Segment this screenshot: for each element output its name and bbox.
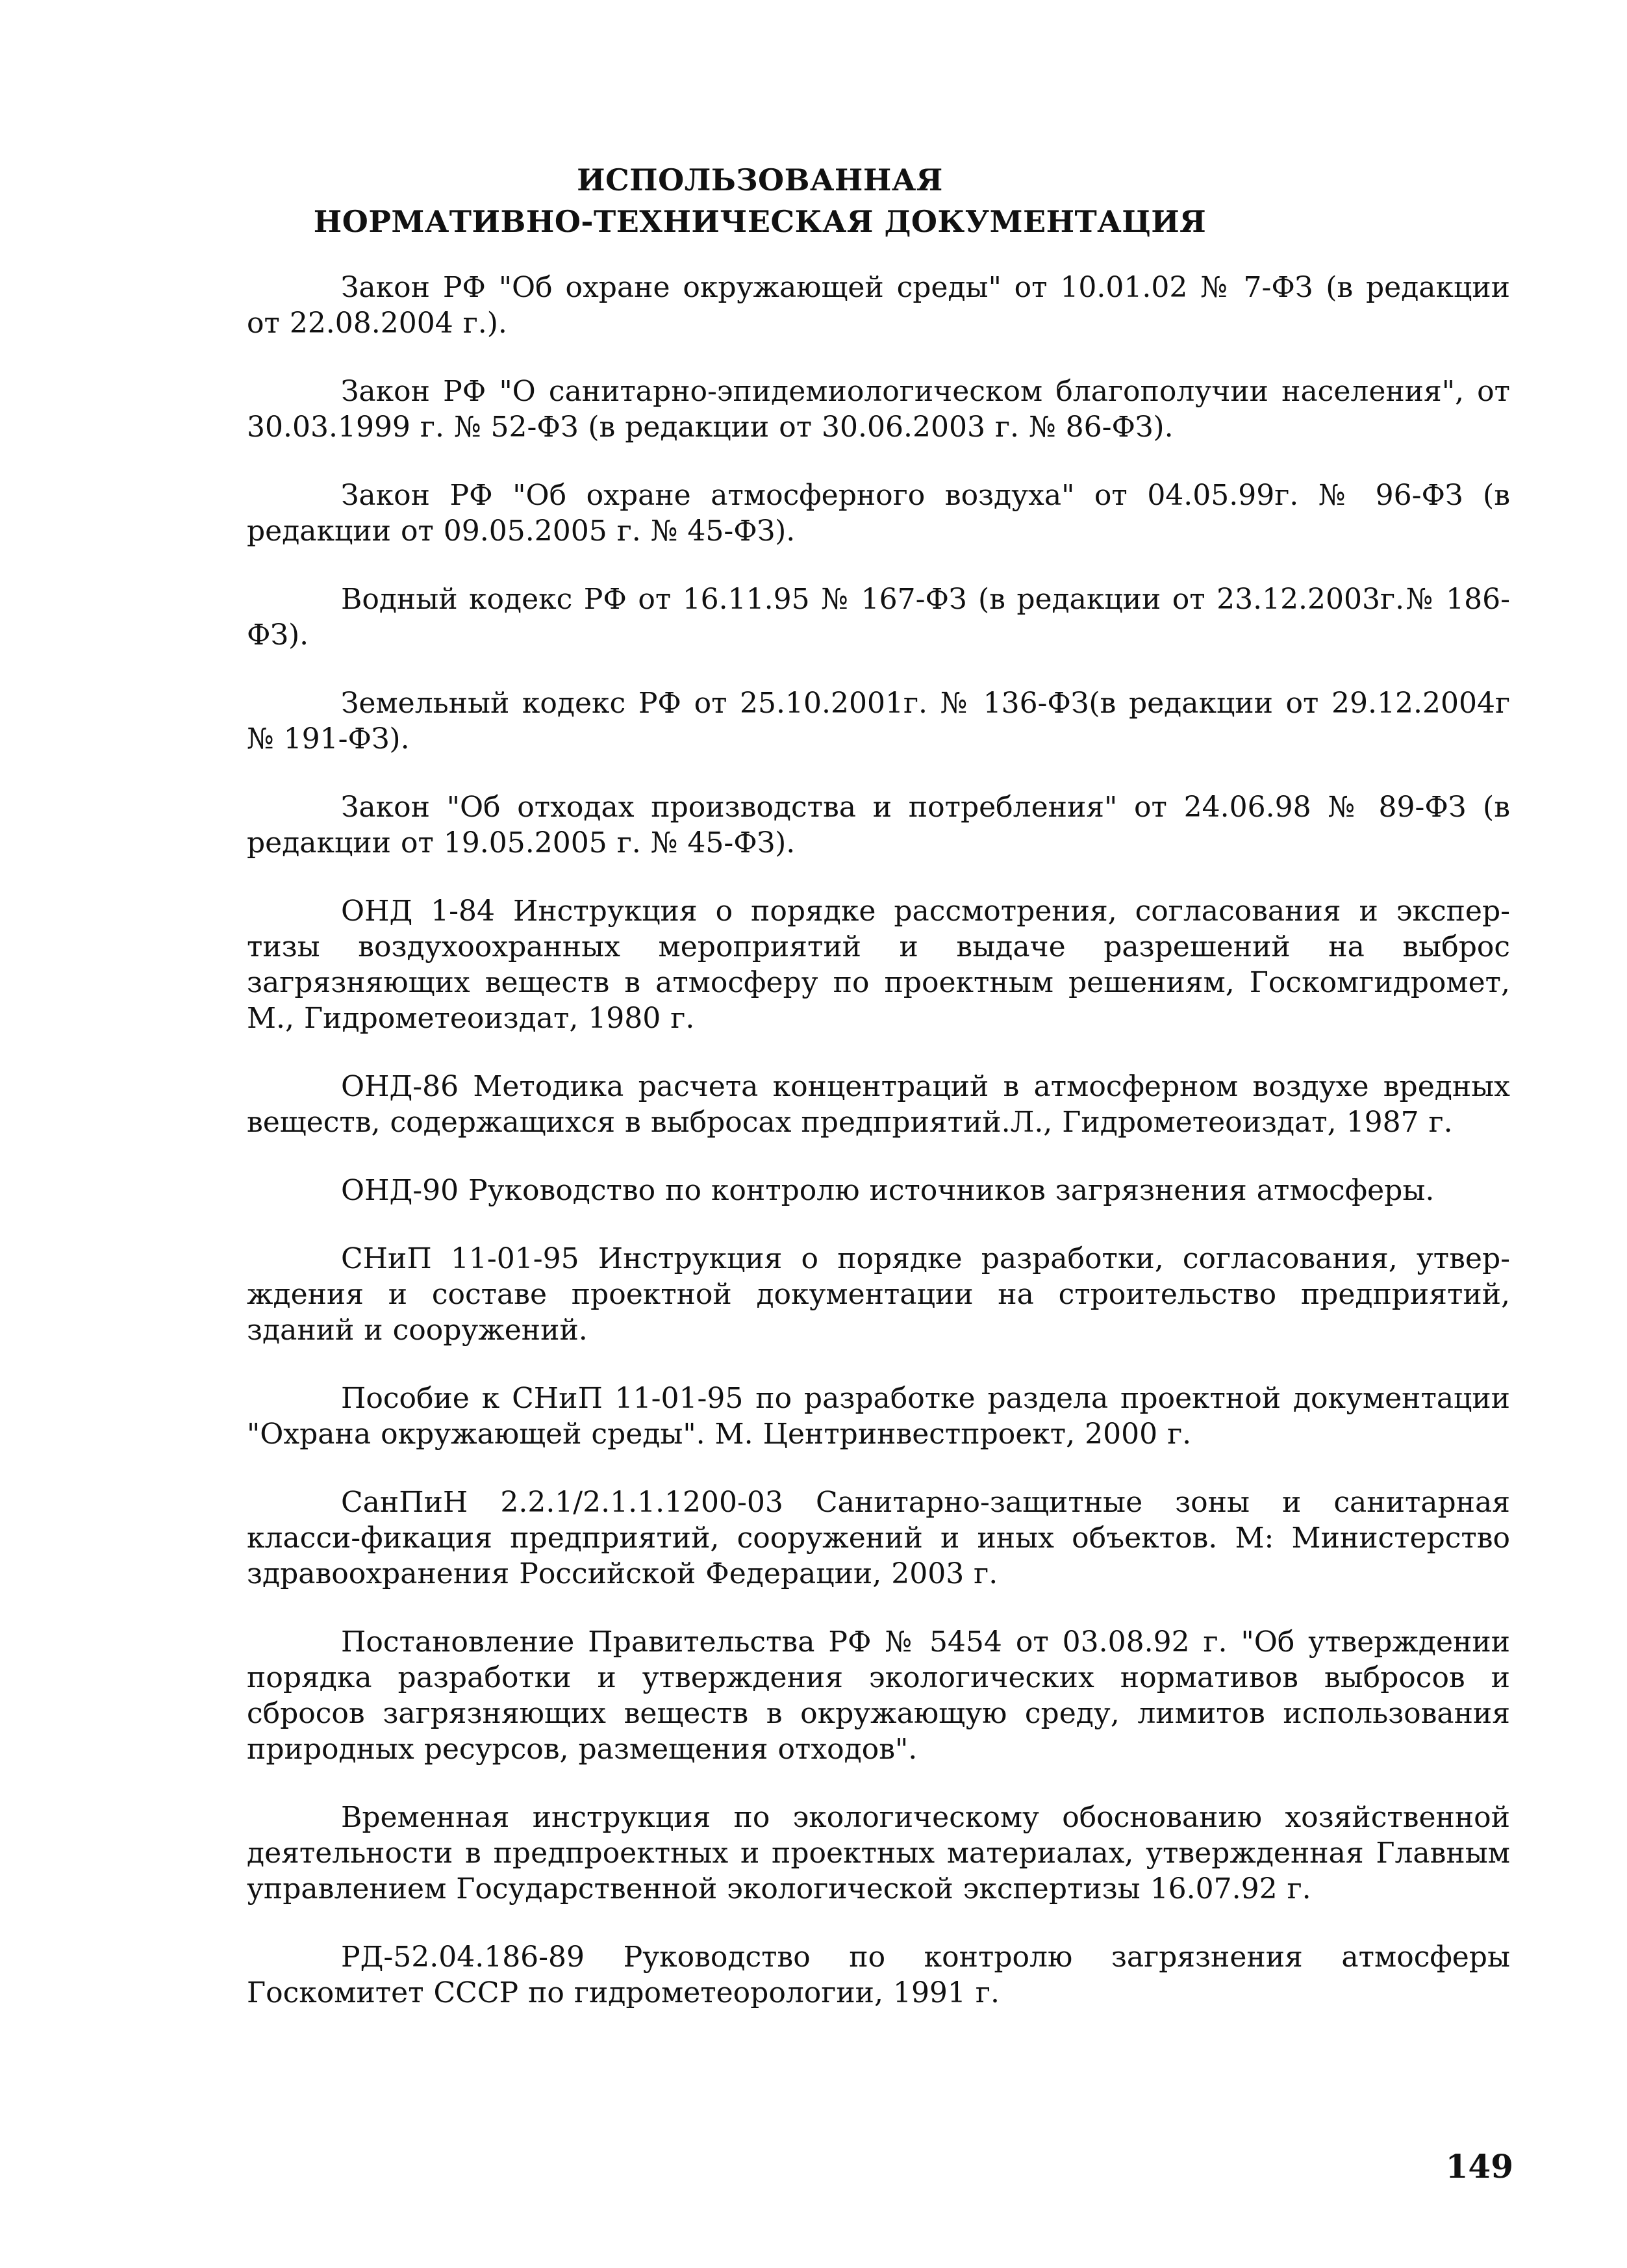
page-number: 149 <box>1445 2147 1513 2185</box>
page-title <box>247 159 1273 242</box>
reference-item: СНиП 11-01-95 Инструкция о порядке разработки, согласования, утвер-ждения и составе проектной документации на строительство предприятий, зданий и сооружений. <box>247 1242 1510 1347</box>
reference-item: Пособие к СНиП 11-01-95 по разработке раздела проектной документации "Охрана окружающей среды". М. Центринвестпроект, 2000 г. <box>247 1382 1510 1451</box>
reference-item: РД-52.04.186-89 Руководство по контролю загрязнения атмосферы Госкомитет СССР по гидрометеорологии, 1991 г. <box>247 1941 1510 2009</box>
reference-item: Временная инструкция по экологическому обоснованию хозяйственной деятельности в предпроектных и проектных материалах, утвержденная Главным управлением Государственной экологической экспертизы 16.07.92 г. <box>247 1801 1510 1905</box>
reference-item: Закон РФ "О санитарно-эпидемиологическом благополучии населения", от 30.03.1999 г. № 52-ФЗ (в редакции от 30.06.2003 г. № 86-ФЗ). <box>247 375 1510 444</box>
reference-item: Земельный кодекс РФ от 25.10.2001г. № 136-ФЗ(в редакции от 29.12.2004г № 191-ФЗ). <box>247 687 1510 756</box>
reference-item: ОНД 1-84 Инструкция о порядке рассмотрения, согласования и экспер-тизы воздухоохранных мероприятий и выдаче разрешений на выброс загрязняющих веществ в атмосферу по проектным решениям, Госкомгидромет, М., Гидрометеоиздат, 1980 г. <box>247 895 1510 1035</box>
reference-item: ОНД-90 Руководство по контролю источников загрязнения атмосферы. <box>341 1174 1435 1207</box>
reference-item: ОНД-86 Методика расчета концентраций в атмосферном воздухе вредных веществ, содержащихся в выбросах предприятий.Л., Гидрометеоиздат, 1987 г. <box>247 1070 1510 1139</box>
title-line-2: НОРМАТИВНО-ТЕХНИЧЕСКАЯ ДОКУМЕНТАЦИЯ <box>313 204 1207 239</box>
reference-item: Закон РФ "Об охране атмосферного воздуха" от 04.05.99г. № 96-ФЗ (в редакции от 09.05.2005 г. № 45-ФЗ). <box>247 479 1510 548</box>
reference-item: Закон "Об отходах производства и потребления" от 24.06.98 № 89-ФЗ (в редакции от 19.05.2005 г. № 45-ФЗ). <box>247 791 1510 860</box>
reference-item: Закон РФ "Об охране окружающей среды" от 10.01.02 № 7-ФЗ (в редакции от 22.08.2004 г.). <box>247 271 1510 340</box>
reference-item: Водный кодекс РФ от 16.11.95 № 167-ФЗ (в редакции от 23.12.2003г.№ 186-ФЗ). <box>247 583 1510 652</box>
title-line-1: ИСПОЛЬЗОВАННАЯ <box>577 162 943 197</box>
reference-item: Постановление Правительства РФ № 5454 от 03.08.92 г. "Об утверждении порядка разработки и утверждения экологических нормативов выбросов и сбросов загрязняющих веществ в окружающую среду, лимитов использования природных ресурсов, размещения отходов". <box>247 1625 1510 1766</box>
reference-item: СанПиН 2.2.1/2.1.1.1200-03 Санитарно-защитные зоны и санитарная класси-фикация предприятий, сооружений и иных объектов. М: Министерство здравоохранения Российской Федерации, 2003 г. <box>247 1486 1510 1590</box>
reference-list <box>247 270 1510 2043</box>
